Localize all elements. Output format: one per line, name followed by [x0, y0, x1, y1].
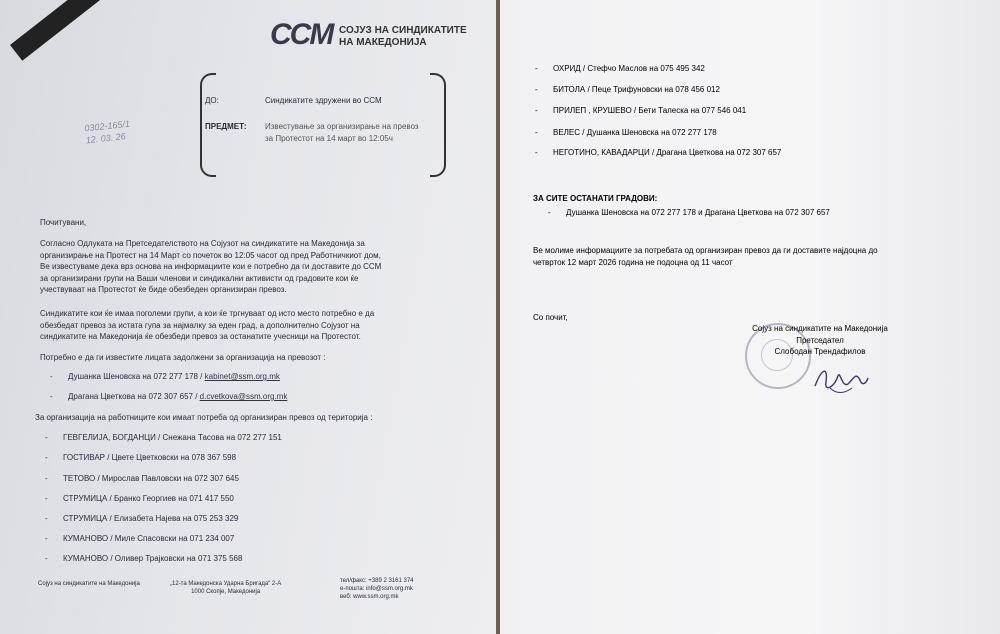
paragraph-1: Согласно Одлуката на Претседателството на Сојузот на синдикатите на Македонија за организирање на Протест на 14 Март со почеток во 12:05 часот од пред Работничкиот дом, Ве известуваме дека врз основа на информациите кои е потребно да ги доставите до ССМ за организирани групи на Ваши членови и синдикални активисти од градовите кои ќе учествуваат на Протестот ќе биде обезбеден организиран превоз.: [40, 239, 382, 294]
city-contact-item: - СТРУМИЦА / Елизабета Најева на 075 253 329: [45, 514, 239, 523]
email-link[interactable]: d.cvetkova@ssm.org.mk: [199, 392, 288, 401]
closing: Со почит,: [533, 313, 568, 322]
city-contact-item: - ОХРИД / Стефчо Маслов на 075 495 342: [535, 64, 705, 73]
paragraph-3: Потребно е да ги известите лицата задолжени за организација на превозот :: [40, 353, 326, 362]
contact-item: - Драгана Цветкова на 072 307 657 / d.cvetkova@ssm.org.mk: [50, 392, 288, 401]
header-bracket-right: [430, 73, 446, 177]
signatory-title: Претседател: [796, 335, 844, 345]
city-contact-item: - КУМАНОВО / Оливер Трајковски на 071 375 568: [45, 554, 243, 563]
city-contact-item: - НЕГОТИНО, КАВАДАРЦИ / Драгана Цветкова на 072 307 657: [535, 148, 782, 157]
greeting: Почитувани,: [40, 218, 87, 227]
to-label: ДО:: [205, 96, 219, 105]
footer-contacts: тел/факс: +389 2 3161 374 е-пошта: info@ssm.org.mk веб: www.ssm.org.mk: [340, 578, 414, 600]
paragraph-2: Синдикатите кои ќе имаа поголеми групи, а кои ќе тргнуваат од исто место потребно е да обезбедат превоз за истата гупа за најмалку за еден град, а дополнително Сојузот на синдикатите на Македонија ќе обезбеди превоз за останатите учесници на Протестот.: [40, 309, 375, 341]
email-link[interactable]: kabinet@ssm.org.mk: [204, 372, 280, 381]
subject-label: ПРЕДМЕТ:: [205, 122, 247, 131]
signature: [810, 358, 870, 398]
other-cities-title: ЗА СИТЕ ОСТАНАТИ ГРАДОВИ:: [533, 194, 658, 203]
city-contact-item: - КУМАНОВО / Миле Спасовски на 071 234 007: [45, 534, 235, 543]
handwritten-reg-number: 0302-165/1 12. 03. 26: [83, 118, 131, 146]
contact-item: - Душанка Шеновска на 072 277 178 / kabinet@ssm.org.mk: [50, 372, 280, 381]
city-contact-item: - ВЕЛЕС / Душанка Шеновска на 072 277 178: [535, 128, 717, 137]
ssm-logo-mark: ССМ: [270, 18, 333, 51]
city-contact-item: - ГОСТИВАР / Цвете Цветковски на 078 367 598: [45, 453, 237, 462]
signatory-name: Слободан Трендафилов: [774, 347, 866, 356]
to-value: Синдикатите здружени во ССМ: [265, 96, 382, 105]
footer-address: „12-та Македонска Ударна Бригада“ 2-А 1000 Скопје, Македонија: [170, 581, 282, 595]
footer-org: Сојуз на синдикатите на Македонија: [38, 581, 140, 587]
city-contact-item: - ГЕВГЕЛИЈА, БОГДАНЦИ / Снежана Тасова на 072 277 151: [45, 433, 282, 442]
request-paragraph: Ве молиме информациите за потребата од организиран превоз да ги доставите најдоцна до четврток 12 март 2026 година не подоцна од 11 часот: [533, 246, 878, 267]
city-contact-item: - СТРУМИЦА / Бранко Георгиев на 071 417 550: [45, 494, 234, 503]
subject-value: Известување за организирање на превоз за Протестот на 14 март во 12:05ч: [265, 122, 419, 143]
other-cities-contact: - Душанка Шеновска на 072 277 178 и Драгана Цветкова на 072 307 657: [548, 208, 830, 217]
paragraph-4: За организација на работниците кои имаат потреба од организиран превоз од територија :: [35, 413, 373, 422]
city-contact-item: - ПРИЛЕП , КРУШЕВО / Бети Талеска на 077 546 041: [535, 106, 747, 115]
city-contact-item: - БИТОЛА / Пеце Трифуновски на 078 456 012: [535, 85, 720, 94]
city-contact-item: - ТЕТОВО / Мирослав Павловски на 072 307 645: [45, 474, 239, 483]
signatory-org: Сојуз на синдикатите на Македонија: [752, 324, 888, 333]
ssm-logo-text: СОЈУЗ НА СИНДИКАТИТЕ НА МАКЕДОНИЈА: [339, 25, 467, 48]
letter-page-2: [500, 0, 1000, 634]
decorative-bar: [10, 0, 141, 61]
letter-page-1: [0, 0, 496, 634]
signature-block: [745, 323, 895, 358]
